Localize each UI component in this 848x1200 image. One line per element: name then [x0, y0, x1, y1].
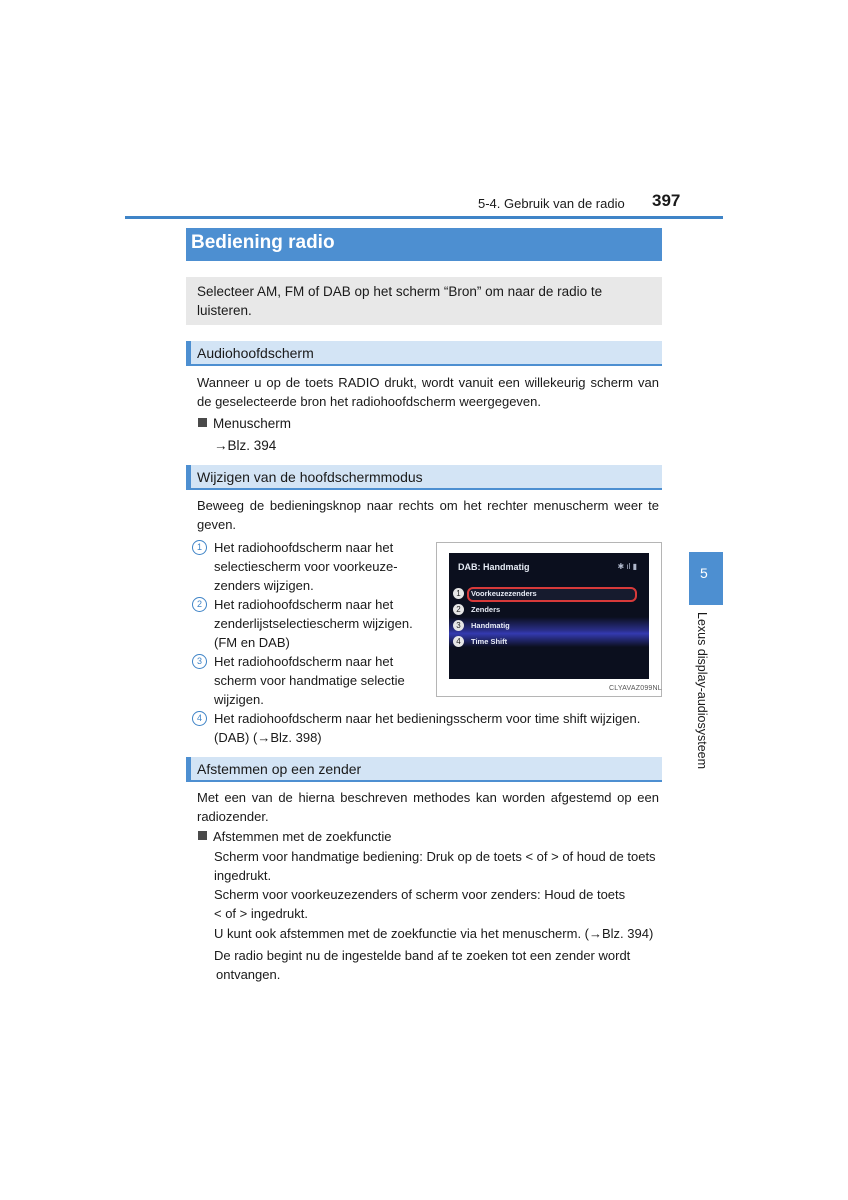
- tune-line: U kunt ook afstemmen met de zoekfunctie via het menuscherm. (→Blz. 394): [214, 926, 654, 941]
- section-marker: [186, 757, 191, 782]
- list-item: Het radiohoofdscherm naar het selectiescherm voor voorkeuze- zenders wijzigen.: [214, 540, 398, 593]
- screen-item-number: 1: [453, 588, 464, 599]
- list-item: Het radiohoofdscherm naar het zenderlijstselectiescherm wijzigen. (FM en DAB): [214, 597, 413, 650]
- intro-text: Selecteer AM, FM of DAB op het scherm “Bron” om naar de radio te luisteren.: [197, 284, 603, 318]
- list-item: Het radiohoofdscherm naar het bedieningsscherm voor time shift wijzigen. (DAB) (→Blz. 398): [214, 711, 641, 745]
- status-icons: ✱ ıl ▮: [617, 562, 637, 571]
- step-number-icon: 2: [192, 597, 207, 612]
- bullet-zoekfunctie: [198, 827, 391, 846]
- bullet-square-icon: [198, 418, 207, 427]
- bullet-label: Afstemmen met de zoekfunctie: [213, 829, 392, 844]
- tune-line: < of > ingedrukt.: [214, 906, 308, 921]
- step-number-icon: 1: [192, 540, 207, 555]
- section-heading-tune: Afstemmen op een zender: [197, 761, 362, 777]
- image-code: CLYAVAZ099NL: [609, 685, 662, 692]
- chapter-label: Lexus display-audiosysteem: [695, 612, 709, 770]
- tune-line: Scherm voor handmatige bediening: Druk op de toets < of > of houd de toets ingedrukt.: [214, 849, 656, 883]
- section-heading-audio: Audiohoofdscherm: [197, 345, 314, 361]
- page-reference: →Blz. 394: [214, 438, 277, 453]
- screen-item-number: 2: [453, 604, 464, 615]
- running-header: 5-4. Gebruik van de radio: [478, 196, 625, 211]
- bullet-label: Menuscherm: [213, 416, 292, 431]
- header-rule: [125, 216, 723, 219]
- screen-title: DAB: Handmatig: [458, 562, 530, 572]
- tune-line: ontvangen.: [216, 967, 281, 982]
- chapter-number: 5: [700, 565, 708, 581]
- tune-line: De radio begint nu de ingestelde band af te zoeken tot een zender wordt: [214, 948, 631, 963]
- screen-item-number: 4: [453, 636, 464, 647]
- bullet-square-icon: [198, 831, 207, 840]
- section-marker: [186, 465, 191, 490]
- screen-item-label: Handmatig: [471, 621, 510, 630]
- list-item: Het radiohoofdscherm naar het scherm voor handmatige selectie wijzigen.: [214, 654, 405, 707]
- page-title: Bediening radio: [191, 232, 335, 253]
- screen-item-label: Zenders: [471, 605, 501, 614]
- page-number: 397: [652, 191, 681, 210]
- screen-item-label: Voorkeuzezenders: [471, 589, 537, 598]
- step-number-icon: 3: [192, 654, 207, 669]
- mode-paragraph: Beweeg de bedieningsknop naar rechts om het rechter menuscherm weer te geven.: [197, 498, 659, 532]
- tune-line: Scherm voor voorkeuzezenders of scherm voor zenders: Houd de toets: [214, 887, 626, 902]
- screen-item-number: 3: [453, 620, 464, 631]
- bullet-menuscherm: [198, 414, 291, 433]
- step-number-icon: 4: [192, 711, 207, 726]
- section-heading-mode: Wijzigen van de hoofdschermmodus: [197, 469, 423, 485]
- display-screenshot: [449, 553, 649, 679]
- tune-paragraph: Met een van de hierna beschreven methodes kan worden afgestemd op een radiozender.: [197, 790, 659, 824]
- screen-item-label: Time Shift: [471, 637, 508, 646]
- section-marker: [186, 341, 191, 366]
- audio-paragraph: Wanneer u op de toets RADIO drukt, wordt vanuit een willekeurig scherm van de geselecteerde bron het radiohoofdscherm weergegeven.: [197, 375, 659, 409]
